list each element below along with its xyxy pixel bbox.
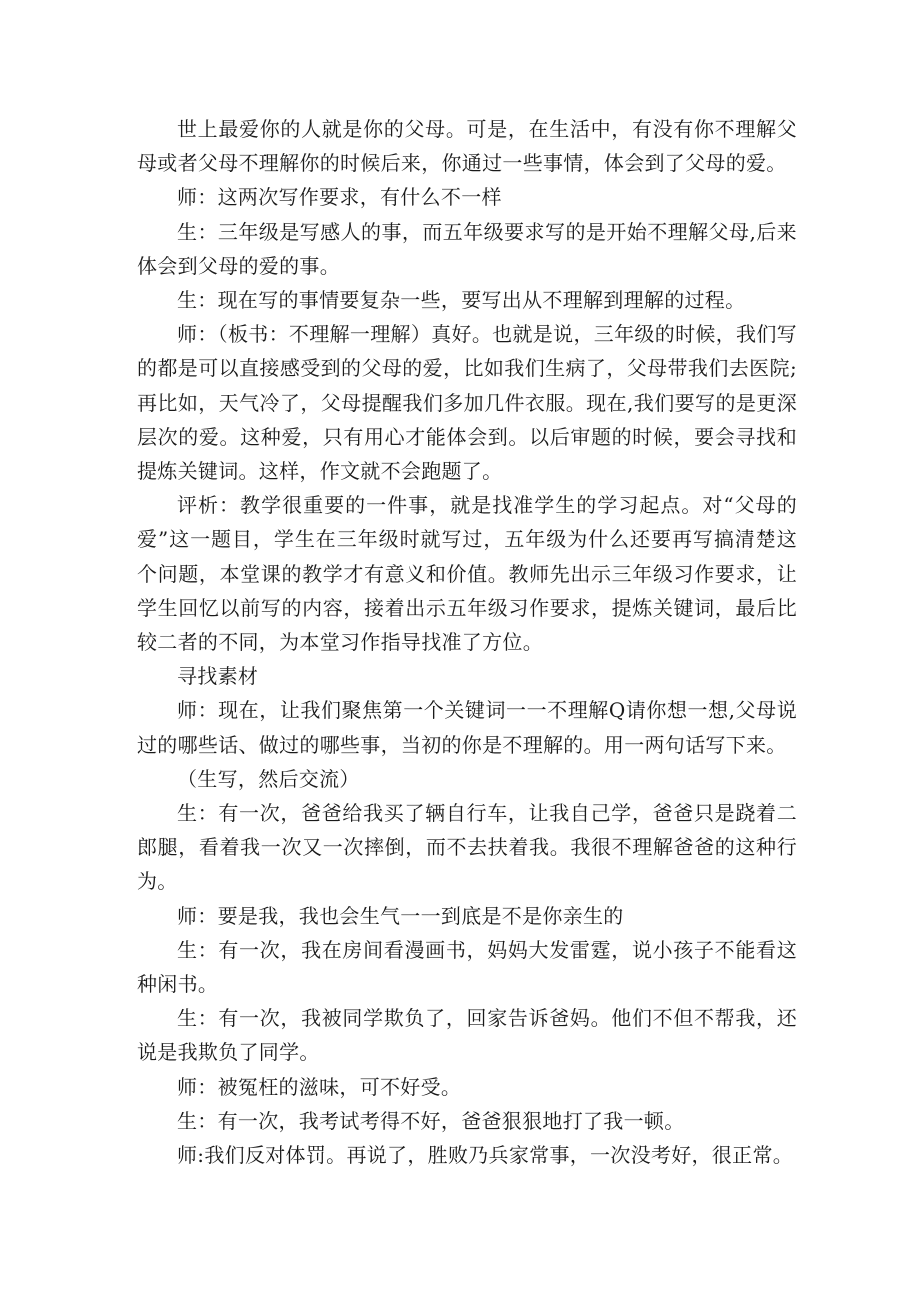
- paragraph-student-bullied: 生：有一次，我被同学欺负了，回家告诉爸妈。他们不但不帮我，还说是我欺负了同学。: [137, 1006, 797, 1065]
- paragraph-teacher-reply-1: 师：要是我，我也会生气一一到底是不是你亲生的: [177, 903, 624, 928]
- paragraph-teacher-prompt: 师：现在，让我们聚焦第一个关键词一一不理解Q请你想一想,父母说过的哪些话、做过的哪些事，当初的你是不理解的。用一两句话写下来。: [137, 698, 797, 757]
- paragraph-stage-direction: （生写，然后交流）: [177, 766, 360, 791]
- paragraph-student-bike: 生：有一次，爸爸给我买了辆自行车，让我自己学，爸爸只是跷着二郎腿，看着我一次又一次摔倒，而不去扶着我。我很不理解爸爸的这种行为。: [137, 801, 797, 894]
- document-body: [137, 112, 797, 1172]
- paragraph-student-comic: 生：有一次，我在房间看漫画书，妈妈大发雷霆，说小孩子不能看这种闲书。: [137, 937, 797, 997]
- paragraph-teacher-reply-2: 师：被冤枉的滋味，可不好受。: [177, 1074, 462, 1099]
- paragraph-student-answer-1: 生：三年级是写感人的事，而五年级要求写的是开始不理解父母,后来体会到父母的爱的事。: [137, 219, 797, 278]
- paragraph-student-answer-2: 生：现在写的事情要复杂一些，要写出从不理解到理解的过程。: [177, 288, 746, 313]
- paragraph-teacher-question: 师：这两次写作要求，有什么不一样: [177, 185, 502, 210]
- paragraph-teacher-summary: 师：（板书：不理解一理解）真好。也就是说，三年级的时候，我们写的都是可以直接感受到的父母的爱，比如我们生病了，父母带我们去医院;再比如，天气冷了，父母提醒我们多加几件衣服。现在,我们要写的是更深层次的爱。这种爱，只有用心才能体会到。以后审题的时候，要会寻找和提炼关键词。这样，作文就不会跑题了。: [137, 322, 797, 484]
- paragraph-commentary: 评析：教学很重要的一件事，就是找准学生的学习起点。对“父母的爱”这一题目，学生在三年级时就写过，五年级为什么还要再写搞清楚这个问题，本堂课的教学才有意义和价值。教师先出示三年级习作要求，让学生回忆以前写的内容，接着出示五年级习作要求，提炼关键词，最后比较二者的不同，为本堂习作指导找准了方位。: [137, 493, 797, 655]
- paragraph-intro: 世上最爱你的人就是你的父母。可是，在生活中，有没有你不理解父母或者父母不理解你的时候后来，你通过一些事情，体会到了父母的爱。: [137, 117, 797, 176]
- paragraph-teacher-reply-3: 师:我们反对体罚。再说了，胜败乃兵家常事，一次没考好，很正常。: [177, 1143, 794, 1168]
- section-heading-find-material: 寻找素材: [177, 664, 259, 689]
- paragraph-student-exam: 生：有一次，我考试考得不好，爸爸狠狠地打了我一顿。: [177, 1108, 685, 1133]
